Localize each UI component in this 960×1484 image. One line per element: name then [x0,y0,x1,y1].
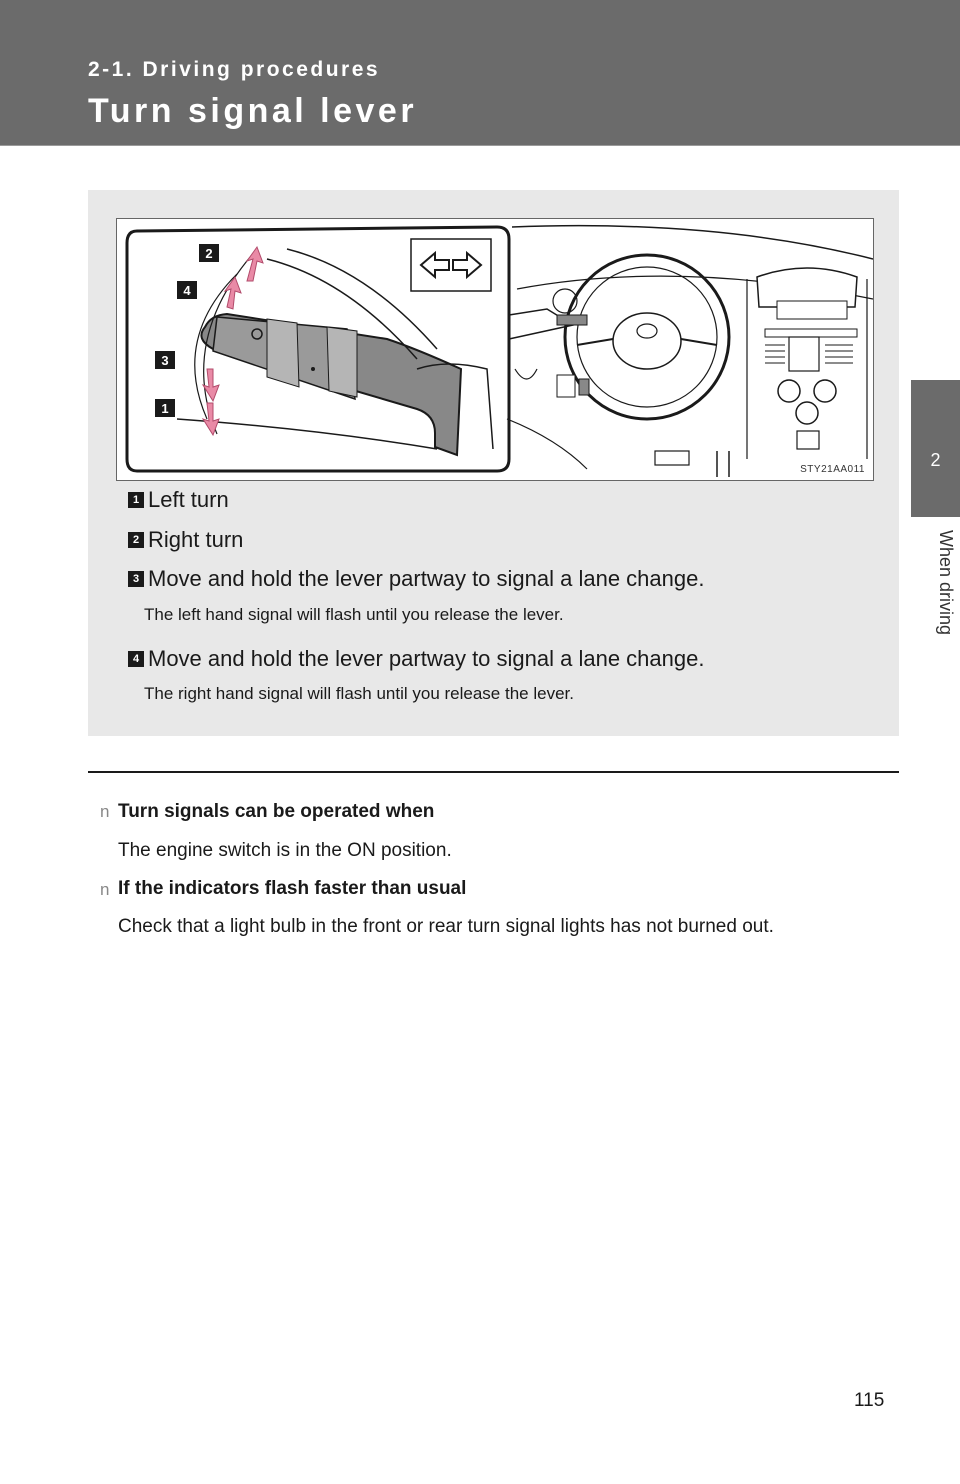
step-lane-change-right [128,646,704,672]
callout-badge-2 [199,244,219,262]
turn-signal-figure [116,218,874,481]
section-divider [88,771,899,773]
note-heading: If the indicators flash faster than usual [118,878,467,899]
dashboard-outline [512,226,873,259]
callout-badge-4 [177,281,197,299]
callout-badge-1 [155,399,175,417]
step-right-turn [128,527,243,553]
step-text: Move and hold the lever partway to signal a lane change. [148,646,705,671]
svg-text:2: 2 [205,246,213,261]
page-title: Turn signal lever [88,92,418,130]
note-text: Check that a light bulb in the front or rear turn signal lights has not burned out. [118,916,774,937]
bullet-marker: n [100,880,110,899]
figure-code: STY21AA011 [800,464,865,475]
step-text: Left turn [148,487,229,512]
step-left-turn [128,487,229,513]
arrow-up-partial [225,277,241,309]
svg-text:1: 1 [161,401,169,416]
step-lane-change-left [128,566,704,592]
arrow-down-left [203,403,219,435]
svg-text:3: 3 [161,353,169,368]
step-badge: 4 [128,651,144,667]
step-badge: 2 [128,532,144,548]
instruction-box [88,190,899,736]
svg-text:4: 4 [183,283,191,298]
chapter-label: When driving [936,530,956,636]
step-text: Right turn [148,527,244,552]
bullet-marker: n [100,802,110,821]
page-number: 115 [854,1390,885,1411]
page-header [0,0,960,146]
step-text: Move and hold the lever partway to signal a lane change. [148,566,705,591]
turn-indicator-icon [411,239,491,291]
step-badge: 3 [128,571,144,587]
section-heading: 2-1. Driving procedures [88,58,381,81]
step-note-left: The left hand signal will flash until you release the lever. [144,605,564,624]
step-badge: 1 [128,492,144,508]
arrow-up-right [247,247,263,281]
note-text: The engine switch is in the ON position. [118,840,452,861]
chapter-number: 2 [930,450,941,470]
turn-signal-illustration [117,219,873,480]
step-note-right: The right hand signal will flash until you release the lever. [144,684,574,703]
callout-badge-3 [155,351,175,369]
note-heading: Turn signals can be operated when [118,801,435,822]
chapter-tab[interactable] [911,380,960,517]
